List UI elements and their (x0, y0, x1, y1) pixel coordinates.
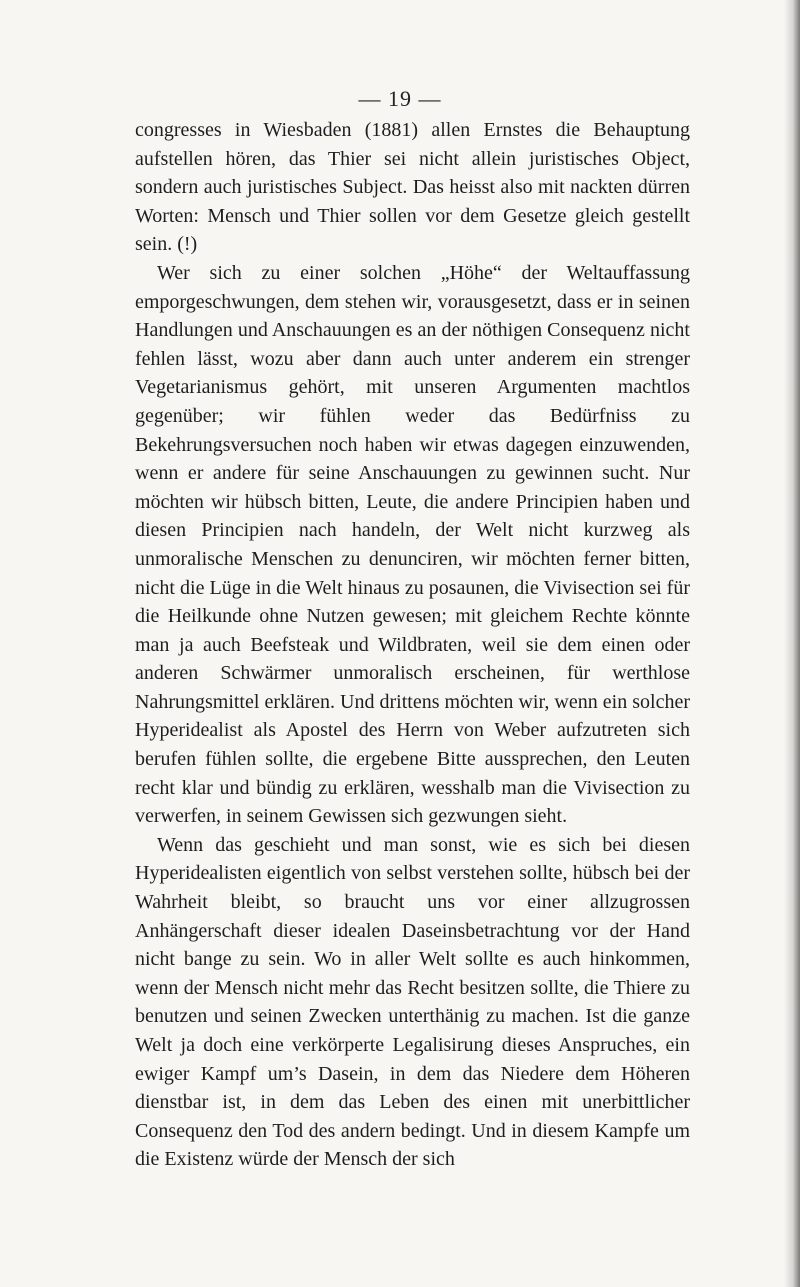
paragraph-2: Wer sich zu einer solchen „Höhe“ der Weltauffassung emporgeschwungen, dem stehen wir, vorausgesetzt, dass er in seinen Handlungen und Anschauungen es an der nöthigen Consequenz nicht fehlen lässt, wozu aber dann auch unter anderem ein strenger Vegetarianismus gehört, mit unseren Argumenten machtlos gegenüber; wir fühlen weder das Bedürfniss zu Bekehrungsversuchen noch haben wir etwas dagegen einzuwenden, wenn er andere für seine Anschauungen zu gewinnen sucht. Nur möchten wir hübsch bitten, Leute, die andere Principien haben und diesen Principien nach handeln, der Welt nicht kurzweg als unmoralische Menschen zu denunciren, wir möchten ferner bitten, nicht die Lüge in die Welt hinaus zu posaunen, die Vivisection sei für die Heilkunde ohne Nutzen gewesen; mit gleichem Rechte könnte man ja auch Beefsteak und Wildbraten, weil sie dem einen oder anderen Schwärmer unmoralisch erscheinen, für werthlose Nahrungsmittel erklären. Und drittens möchten wir, wenn ein solcher Hyperidealist als Apostel des Herrn von Weber aufzutreten sich berufen fühlen sollte, die ergebene Bitte aussprechen, den Leuten recht klar und bündig zu erklären, wesshalb man die Vivisection zu verwerfen, in seinem Gewissen sich gezwungen sieht. (135, 261, 690, 828)
page-edge-shadow (784, 0, 800, 1287)
page-number: — 19 — (358, 86, 442, 111)
paragraph-3: Wenn das geschieht und man sonst, wie es sich bei diesen Hyperidealisten eigentlich von selbst verstehen sollte, hübsch bei der Wahrheit bleibt, so braucht uns vor einer allzugrossen Anhängerschaft dieser idealen Daseinsbetrachtung vor der Hand nicht bange zu sein. Wo in aller Welt sollte es auch hinkommen, wenn der Mensch nicht mehr das Recht besitzen sollte, die Thiere zu benutzen und seinen Zwecken unterthänig zu machen. Ist die ganze Welt ja doch eine verkörperte Legalisirung dieses Anspruches, ein ewiger Kampf um’s Dasein, in dem das Niedere dem Höheren dienstbar ist, in dem das Leben des einen mit unerbittlicher Consequenz den Tod des andern bedingt. Und in diesem Kampfe um die Existenz würde der Mensch der sich (135, 833, 690, 1171)
body-text (135, 116, 690, 1174)
paragraph-1: congresses in Wiesbaden (1881) allen Ernstes die Behauptung aufstellen hören, das Thier sei nicht allein juristisches Object, sondern auch juristisches Subject. Das heisst also mit nackten dürren Worten: Mensch und Thier sollen vor dem Gesetze gleich gestellt sein. (!) (135, 119, 690, 256)
